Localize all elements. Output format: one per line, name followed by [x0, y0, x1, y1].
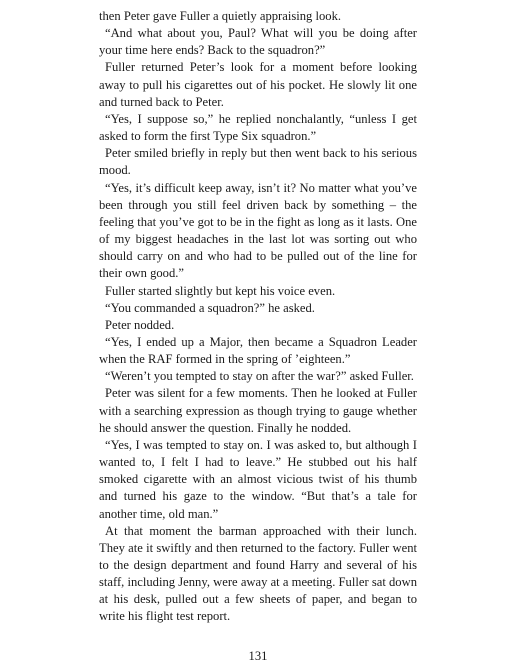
paragraph: Fuller returned Peter’s look for a moment before looking away to pull his cigarettes out of his pocket. He slowly lit one and turned back to Peter.: [99, 60, 417, 109]
paragraph: “And what about you, Paul? What will you be doing after your time here ends? Back to the squadron?”: [99, 26, 417, 58]
paragraph: Peter nodded.: [105, 317, 175, 332]
paragraph: “Weren’t you tempted to stay on after the war?” asked Fuller.: [105, 369, 414, 384]
paragraph: “Yes, I was tempted to stay on. I was asked to, but although I wanted to, I felt I had to leave.” He stubbed out his half smoked cigarette with an almost vicious twist of his thumb and turned his gaze to the window. “But that’s a tale for another time, old man.”: [99, 437, 417, 521]
paragraph: Peter smiled briefly in reply but then went back to his serious mood.: [99, 146, 417, 178]
page-number: 131: [248, 649, 268, 663]
paragraph: Peter was silent for a few moments. Then he looked at Fuller with a searching expression as though trying to gauge whether he should answer the question. Finally he nodded.: [99, 386, 417, 435]
paragraph: “Yes, I ended up a Major, then became a Squadron Leader when the RAF formed in the spring of ’eighteen.”: [99, 334, 417, 367]
paragraph: At that moment the barman approached with their lunch. They ate it swiftly and then returned to the factory. Fuller went to the design department and found Harry and several of his staff, including Jenny, were away at a meeting. Fuller sat down at his desk, pulled out a few sheets of paper, and began to write his flight test report.: [99, 523, 417, 624]
body-text: [99, 8, 417, 626]
paragraph: “Yes, it’s difficult keep away, isn’t it? No matter what you’ve been through you still feel driven back by something – the feeling that you’ve got to be in the fight as long as it lasts. One of my biggest headaches in the last lot was sorting out who should carry on and who had to be pulled out of the line for their own good.”: [99, 180, 417, 281]
paragraph: then Peter gave Fuller a quietly appraising look.: [99, 9, 342, 23]
paragraph: “You commanded a squadron?” he asked.: [105, 300, 315, 315]
paragraph: Fuller started slightly but kept his voice even.: [105, 283, 336, 298]
paragraph: “Yes, I suppose so,” he replied nonchalantly, “unless I get asked to form the first Type Six squadron.”: [99, 111, 417, 144]
